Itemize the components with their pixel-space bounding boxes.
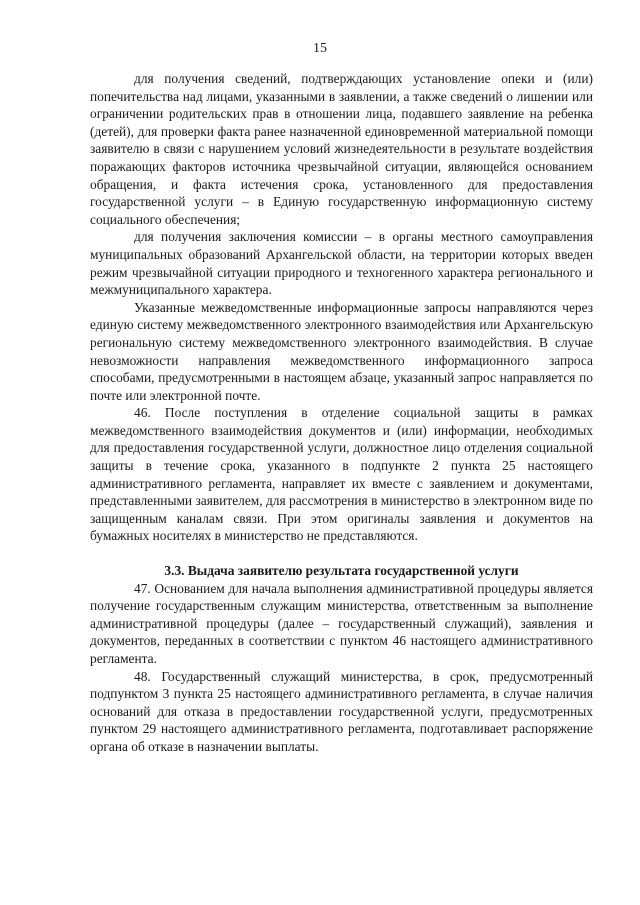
paragraph-item-48: 48. Государственный служащий министерства, в срок, предусмотренный подпунктом 3 пункта 25 настоящего административного регламента, в случае наличия оснований для отказа в предоставлении государственной услуги, предусмотренных пунктом 29 настоящего административного регламента, подготавливает распоряжение органа об отказе в назначении выплаты. bbox=[90, 668, 593, 754]
paragraph-request-social-security: для получения сведений, подтверждающих установление опеки и (или) попечительства над лицами, указанными в заявлении, а также сведений о лишении или ограничении родительских прав в отношении лица, подавшего заявление на ребенка (детей), для проверки факта ранее назначенной единовременной материальной помощи заявителю в связи с нарушением условий жизнедеятельности в результате воздействия поражающих факторов источника чрезвычайной ситуации, являющейся основанием обращения, и факта истечения срока, установленного для предоставления государственной услуги – в Единую государственную информационную систему социального обеспечения; bbox=[90, 71, 593, 227]
paragraph-interagency-requests: Указанные межведомственные информационные запросы направляются через единую систему межведомственного электронного взаимодействия или Архангельскую региональную систему межведомственного электронного взаимодействия. В случае невозможности направления межведомственного информационного запроса способами, предусмотренными в настоящем абзаце, указанный запрос направляется по почте или электронной почте. bbox=[90, 299, 593, 403]
paragraph-request-commission: для получения заключения комиссии – в органы местного самоуправления муниципальных образований Архангельской области, на территории которых введен режим чрезвычайной ситуации природного и техногенного характера регионального и межмуниципального характера. bbox=[90, 229, 593, 298]
document-body bbox=[90, 70, 593, 756]
paragraph-item-47: 47. Основанием для начала выполнения административной процедуры является получение государственным служащим министерства, ответственным за выполнение административной процедуры (далее – государственный служащий), заявления и документов, переданных в соответствии с пунктом 46 настоящего административного регламента. bbox=[90, 580, 593, 666]
paragraph-item-46: 46. После поступления в отделение социальной защиты в рамках межведомственного взаимодействия документов и (или) информации, необходимых для предоставления государственной услуги, должностное лицо отделения социальной защиты в течение срока, указанного в подпункте 2 пункта 25 настоящего административного регламента, направляет их вместе с заявлением и документами, представленными заявителем, для рассмотрения в министерство в электронном виде по защищенным каналам связи. При этом оригиналы заявления и документов на бумажных носителях в министерство не представляются. bbox=[90, 405, 593, 544]
section-heading: 3.3. Выдача заявителю результата государственной услуги bbox=[164, 563, 519, 579]
page-number: 15 bbox=[313, 41, 327, 56]
section-spacer bbox=[90, 545, 593, 562]
